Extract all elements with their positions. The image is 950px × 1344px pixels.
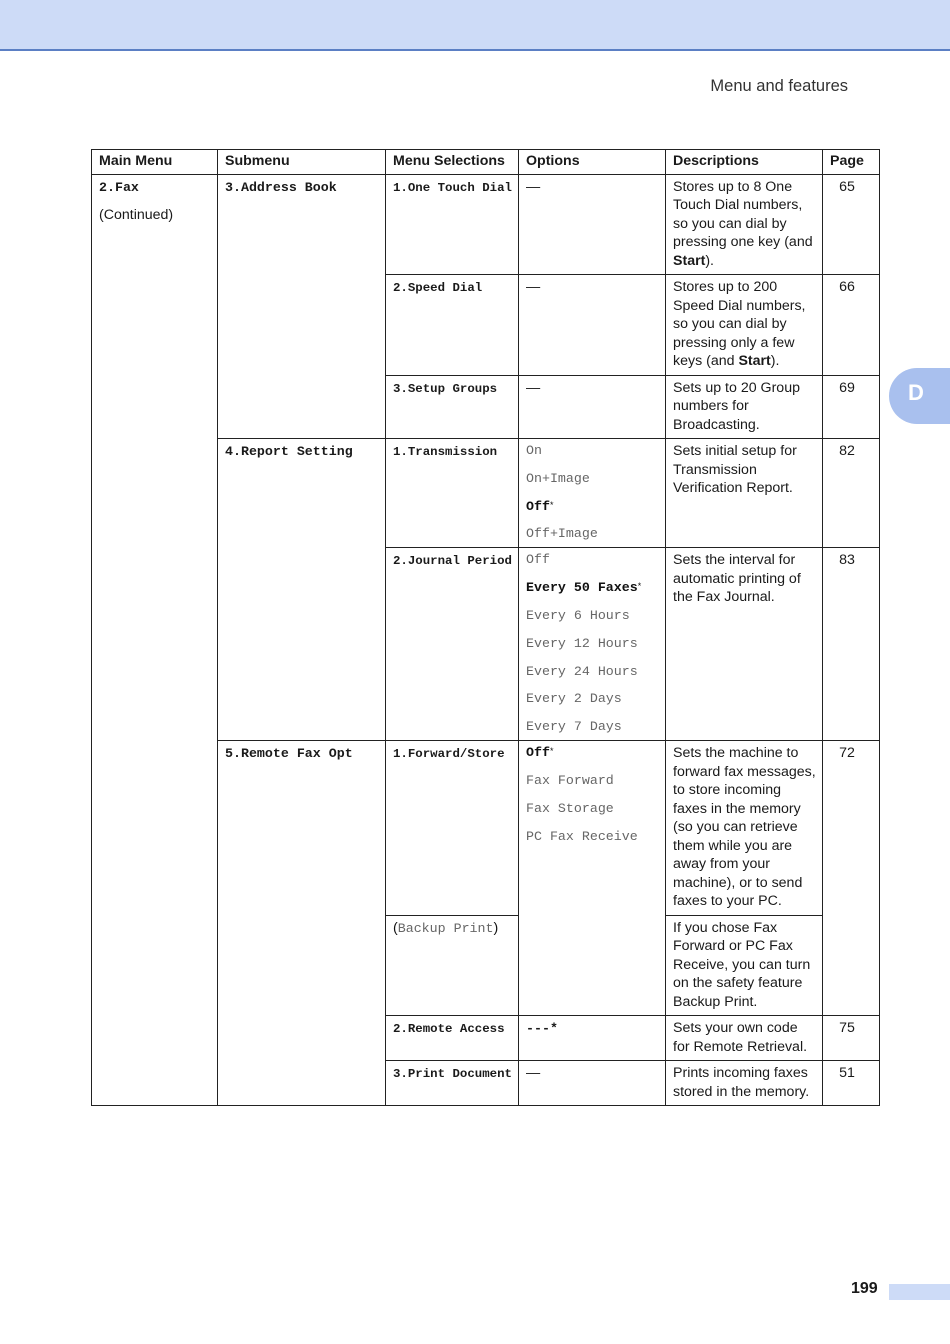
col-header-page: Page	[823, 150, 880, 175]
option-item: On+Image	[526, 470, 590, 486]
main-menu-continued: (Continued)	[99, 207, 174, 223]
option-item: Fax Storage	[526, 800, 614, 816]
options-cell	[519, 741, 666, 1016]
option-item: Off+Image	[526, 526, 598, 542]
paren-close: )	[493, 919, 499, 936]
page-ref: 65	[823, 174, 880, 275]
selection-cell	[386, 915, 519, 1016]
option-item: PC Fax Receive	[526, 828, 638, 844]
description-cell: Sets initial setup for Transmission Verification Report.	[666, 439, 823, 548]
page-ref: 51	[823, 1061, 880, 1106]
selection-label: 2.Journal Period	[393, 554, 512, 569]
submenu-label: 4.Report Setting	[225, 444, 353, 459]
submenu-remote-fax-opt	[218, 741, 386, 1106]
description-text: Stores up to 200 Speed Dial numbers, so you can dial by pressing only a few keys (and	[673, 279, 806, 369]
options-cell	[519, 174, 666, 275]
option-label: Off	[526, 498, 550, 514]
description-cell	[666, 275, 823, 376]
col-header-submenu: Submenu	[218, 150, 386, 175]
submenu-address-book	[218, 174, 386, 439]
option-item: Off	[526, 552, 550, 568]
col-header-menu-selections: Menu Selections	[386, 150, 519, 175]
selection-cell	[386, 375, 519, 439]
chapter-side-tab	[889, 368, 950, 424]
table-row	[92, 174, 880, 275]
backup-print-label: Backup Print	[397, 920, 494, 936]
top-header-bar	[0, 0, 950, 51]
page-ref: 72	[823, 741, 880, 1016]
description-cell: Prints incoming faxes stored in the memory.	[666, 1061, 823, 1106]
options-cell	[519, 548, 666, 741]
options-cell	[519, 1061, 666, 1106]
option-item: Every 12 Hours	[526, 635, 638, 651]
selection-cell	[386, 1061, 519, 1106]
selection-cell	[386, 275, 519, 376]
submenu-label: 5.Remote Fax Opt	[225, 746, 353, 762]
option-item: Fax Forward	[526, 772, 614, 788]
description-cell: Sets the machine to forward fax messages, to store incoming faxes in the memory (so you can retrieve them while you are away from your machine), or to send faxes to your PC.	[666, 741, 823, 916]
description-tail: ).	[770, 353, 780, 369]
page-header-title: Menu and features	[710, 77, 848, 95]
page-ref: 69	[823, 375, 880, 439]
col-header-main-menu: Main Menu	[92, 150, 218, 175]
option-item-default	[526, 744, 659, 762]
menu-features-table	[91, 149, 880, 1106]
option-item: Every 2 Days	[526, 691, 622, 707]
col-header-options: Options	[519, 150, 666, 175]
page-ref: 66	[823, 275, 880, 376]
option-item: Every 7 Days	[526, 719, 622, 735]
selection-label: 2.Speed Dial	[393, 281, 483, 295]
option-dash: —	[526, 279, 541, 295]
options-cell	[519, 439, 666, 548]
footer-bar	[889, 1284, 950, 1300]
selection-label: 3.Print Document	[393, 1067, 512, 1082]
options-cell	[519, 275, 666, 376]
option-label: Off	[526, 745, 550, 761]
paren-open: (	[393, 919, 398, 936]
selection-label: 2.Remote Access	[393, 1022, 505, 1037]
option-code: ---*	[526, 1021, 558, 1037]
description-cell: Sets up to 20 Group numbers for Broadcasting.	[666, 375, 823, 439]
option-item: Every 6 Hours	[526, 607, 630, 623]
selection-cell	[386, 548, 519, 741]
selection-cell	[386, 439, 519, 548]
default-marker: *	[637, 581, 642, 592]
selection-cell	[386, 1016, 519, 1061]
chapter-letter: D	[908, 380, 924, 405]
selection-label: 1.One Touch Dial	[393, 180, 512, 195]
selection-cell	[386, 174, 519, 275]
description-cell: Sets your own code for Remote Retrieval.	[666, 1016, 823, 1061]
submenu-label: 3.Address Book	[225, 179, 337, 195]
page-ref: 83	[823, 548, 880, 741]
selection-label: 3.Setup Groups	[393, 381, 498, 396]
option-dash: —	[526, 379, 541, 396]
option-item: Every 24 Hours	[526, 663, 638, 679]
selection-label: 1.Forward/Store	[393, 747, 505, 762]
start-key-label: Start	[673, 252, 706, 269]
option-label: Every 50 Faxes	[526, 580, 638, 596]
start-key-label: Start	[738, 353, 771, 369]
description-cell: Sets the interval for automatic printing of the Fax Journal.	[666, 548, 823, 741]
default-marker: *	[549, 499, 554, 510]
option-item: On	[526, 443, 542, 458]
default-marker: *	[549, 746, 554, 757]
options-cell	[519, 1016, 666, 1061]
col-header-descriptions: Descriptions	[666, 150, 823, 175]
option-dash: —	[526, 178, 541, 195]
description-cell	[666, 174, 823, 275]
selection-label: 1.Transmission	[393, 445, 498, 459]
options-cell	[519, 375, 666, 439]
page-ref: 82	[823, 439, 880, 548]
option-item-default	[526, 579, 659, 597]
main-menu-label: 2.Fax	[99, 179, 139, 195]
option-dash: —	[526, 1065, 541, 1082]
main-menu-cell	[92, 174, 218, 1106]
selection-cell	[386, 741, 519, 916]
description-cell: If you chose Fax Forward or PC Fax Receive, you can turn on the safety feature Backup Print.	[666, 915, 823, 1016]
option-item-default	[526, 498, 659, 516]
table-header-row	[92, 150, 880, 175]
page-number: 199	[851, 1280, 878, 1297]
description-text: Stores up to 8 One Touch Dial numbers, so you can dial by pressing one key (and	[673, 178, 813, 250]
page-ref: 75	[823, 1016, 880, 1061]
submenu-report-setting	[218, 439, 386, 741]
description-tail: ).	[705, 252, 714, 269]
